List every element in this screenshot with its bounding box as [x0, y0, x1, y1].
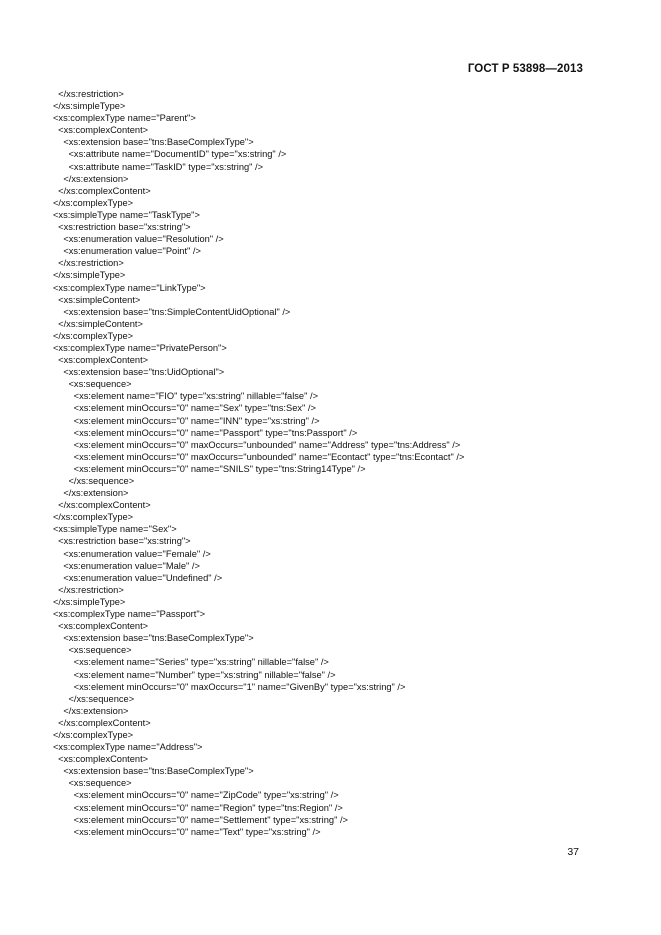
code-line: <xs:element name="FIO" type="xs:string" nillable="false" />: [53, 391, 318, 402]
code-line: <xs:simpleType name="Sex">: [53, 524, 177, 535]
code-line: <xs:element minOccurs="0" maxOccurs="1" name="GivenBy" type="xs:string" />: [53, 681, 406, 692]
code-line: <xs:element minOccurs="0" name="Settlement" type="xs:string" />: [53, 814, 348, 825]
code-line: <xs:enumeration value="Point" />: [53, 246, 201, 257]
code-line: </xs:extension>: [53, 173, 129, 184]
code-line: <xs:element minOccurs="0" name="Passport" type="tns:Passport" />: [53, 427, 358, 438]
code-line: </xs:complexType>: [53, 197, 134, 208]
code-line: </xs:complexType>: [53, 512, 134, 523]
code-line: <xs:extension base="tns:BaseComplexType">: [53, 633, 254, 644]
code-line: <xs:element minOccurs="0" name="Region" type="tns:Region" />: [53, 802, 343, 813]
code-line: <xs:element minOccurs="0" name="SNILS" type="tns:String14Type" />: [53, 463, 366, 474]
code-line: <xs:complexType name="PrivatePerson">: [53, 342, 227, 353]
code-line: </xs:complexType>: [53, 729, 134, 740]
code-line: <xs:complexType name="Address">: [53, 742, 203, 753]
code-line: <xs:complexContent>: [53, 355, 149, 366]
code-line: </xs:restriction>: [53, 258, 124, 269]
code-line: <xs:element minOccurs="0" maxOccurs="unbounded" name="Econtact" type="tns:Econtact" />: [53, 451, 465, 462]
code-line: <xs:attribute name="DocumentID" type="xs:string" />: [53, 149, 287, 160]
code-line: <xs:restriction base="xs:string">: [53, 222, 191, 233]
code-line: <xs:complexContent>: [53, 621, 149, 632]
code-line: <xs:simpleContent>: [53, 294, 141, 305]
document-standard-code: ГОСТ Р 53898—2013: [467, 63, 583, 75]
code-line: </xs:extension>: [53, 705, 129, 716]
page-number: 37: [567, 846, 579, 858]
code-line: <xs:complexContent>: [53, 125, 149, 136]
code-line: <xs:complexType name="LinkType">: [53, 282, 206, 293]
code-line: <xs:complexContent>: [53, 754, 149, 765]
code-line: </xs:sequence>: [53, 693, 135, 704]
code-line: </xs:restriction>: [53, 89, 124, 99]
code-line: <xs:element minOccurs="0" name="INN" type="xs:string" />: [53, 415, 320, 426]
code-line: </xs:complexContent>: [53, 185, 151, 196]
code-line: <xs:sequence>: [53, 778, 132, 789]
code-line: </xs:complexContent>: [53, 500, 151, 511]
code-line: <xs:element minOccurs="0" name="Sex" type="tns:Sex" />: [53, 403, 316, 414]
code-line: <xs:extension base="tns:BaseComplexType">: [53, 766, 254, 777]
code-line: </xs:complexContent>: [53, 717, 151, 728]
code-line: </xs:simpleType>: [53, 270, 126, 281]
code-line: <xs:extension base="tns:BaseComplexType">: [53, 137, 254, 148]
code-line: <xs:restriction base="xs:string">: [53, 536, 191, 547]
code-line: <xs:enumeration value="Female" />: [53, 548, 211, 559]
code-line: <xs:enumeration value="Undefined" />: [53, 572, 223, 583]
code-line: </xs:simpleContent>: [53, 318, 143, 329]
code-line: <xs:attribute name="TaskID" type="xs:string" />: [53, 161, 264, 172]
xml-schema-listing: [53, 88, 593, 838]
code-line: <xs:extension base="tns:UidOptional">: [53, 367, 225, 378]
code-line: </xs:complexType>: [53, 330, 134, 341]
code-line: <xs:enumeration value="Male" />: [53, 560, 200, 571]
code-line: </xs:sequence>: [53, 476, 135, 486]
code-line: <xs:complexType name="Passport">: [53, 609, 206, 620]
code-line: </xs:restriction>: [53, 584, 124, 595]
code-line: <xs:complexType name="Parent">: [53, 113, 196, 124]
code-line: </xs:simpleType>: [53, 101, 126, 112]
code-line: <xs:enumeration value="Resolution" />: [53, 234, 224, 245]
code-line: </xs:extension>: [53, 488, 129, 499]
code-line: <xs:element minOccurs="0" name="Text" type="xs:string" />: [53, 826, 321, 837]
code-line: </xs:simpleType>: [53, 596, 126, 607]
code-line: <xs:sequence>: [53, 379, 132, 390]
code-line: <xs:extension base="tns:SimpleContentUidOptional" />: [53, 306, 291, 317]
code-line: <xs:element name="Number" type="xs:string" nillable="false" />: [53, 669, 336, 680]
code-line: <xs:sequence>: [53, 645, 132, 656]
code-line: <xs:element minOccurs="0" maxOccurs="unbounded" name="Address" type="tns:Address" />: [53, 439, 461, 450]
code-line: <xs:element minOccurs="0" name="ZipCode" type="xs:string" />: [53, 790, 339, 801]
code-line: <xs:simpleType name="TaskType">: [53, 209, 200, 220]
code-line: <xs:element name="Series" type="xs:string" nillable="false" />: [53, 657, 329, 668]
